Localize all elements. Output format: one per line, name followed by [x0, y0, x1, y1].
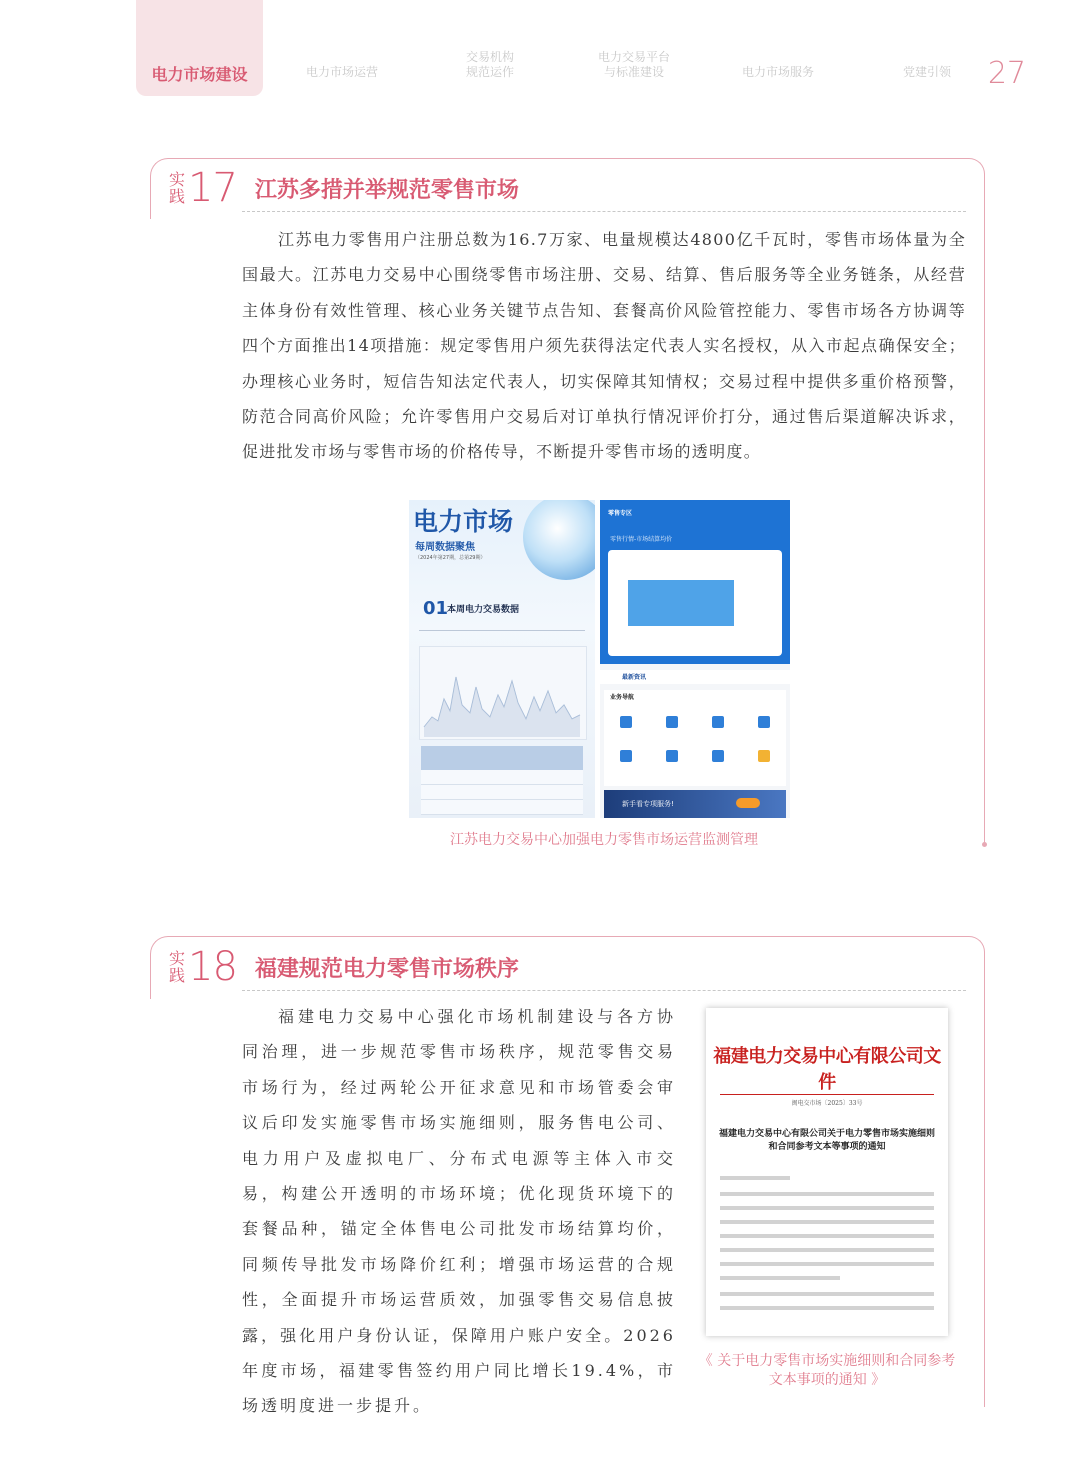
- app-nav-icon: [666, 750, 678, 762]
- section-number: 17: [188, 165, 237, 211]
- table-row: [421, 800, 583, 815]
- table-row: [421, 785, 583, 800]
- section-heading: [168, 944, 519, 990]
- app-nav-icon: [758, 716, 770, 728]
- dotted-divider: [242, 990, 966, 991]
- section-title: 江苏多措并举规范零售市场: [254, 177, 519, 203]
- section-body: 江苏电力零售用户注册总数为16.7万家、电量规模达4800亿千瓦时，零售市场体量为全国最大。江苏电力交易中心围绕零售市场注册、交易、结算、售后服务等全业务链条，从经营主体身份有效性管理、核心业务关键节点告知、套餐高价风险管控能力、零售市场各方协调等四个方面推出14项措施：规定零售用户须先获得法定代表人实名授权，从入市起点确保安全；办理核心业务时，短信告知法定代表人，切实保障其知情权；交易过程中提供多重价格预警，防范合同高价风险；允许零售用户交易后对订单执行情况评价打分，通过售后渠道解决诉求，促进批发市场与零售市场的价格传导，不断提升零售市场的透明度。: [242, 230, 966, 462]
- tab-party-building[interactable]: [880, 0, 974, 96]
- app-news-label: 最新资讯: [622, 674, 647, 681]
- frame-dot: [982, 842, 987, 847]
- dotted-divider: [242, 211, 966, 212]
- document-text-line: [720, 1276, 840, 1280]
- app-news-bar: [600, 670, 790, 684]
- app-nav-icon: [620, 750, 632, 762]
- tab-label: 电力交易平台 与标准建设: [597, 50, 670, 79]
- tab-label: 交易机构 规范运作: [465, 50, 514, 79]
- section-body: 福建电力交易中心强化市场机制建设与各方协同治理，进一步规范零售市场秩序，规范零售交易市场行为，经过两轮公开征求意见和市场管委会审议后印发实施零售市场实施细则，服务售电公司、电力用户及虚拟电厂、分布式电源等主体入市交易，构建公开透明的市场环境；优化现货环境下的套餐品种，锚定全体售电公司批发市场结算均价，同频传导批发市场降价红利；增强市场运营的合规性，全面提升市场运营质效，加强零售交易信息披露，强化用户身份认证，保障用户账户安全。2026年度市场，福建零售签约用户同比增长19.4%，市场透明度进一步提升。: [242, 1007, 676, 1416]
- app-banner: [604, 790, 786, 818]
- tab-label: 电力市场运营: [305, 65, 378, 79]
- top-navigation: [0, 0, 1080, 96]
- tab-trading-institution[interactable]: [440, 0, 540, 96]
- figure-caption: 江苏电力交易中心加强电力零售市场运营监测管理: [450, 832, 758, 848]
- tab-market-service[interactable]: [728, 0, 828, 96]
- document-text-line: [720, 1306, 934, 1310]
- page-number: 27: [987, 56, 1026, 91]
- weekly-data-screenshot: [409, 500, 595, 818]
- figure-caption: 《 关于电力零售市场实施细则和合同参考文本事项的通知 》: [698, 1353, 956, 1388]
- section-prefix: 实 践: [168, 170, 185, 206]
- document-header: 福建电力交易中心有限公司文件: [713, 1046, 941, 1093]
- document-text-line: [720, 1192, 934, 1196]
- screenshot-issue: （2024年第27期，总第29期）: [415, 555, 486, 561]
- app-nav-icon: [758, 750, 770, 762]
- app-tab-label: 零售专区: [608, 510, 633, 517]
- document-text-line: [720, 1176, 790, 1180]
- screenshot-chart: [419, 646, 587, 740]
- tab-label: 党建引领: [902, 65, 951, 79]
- document-number: 闽电交市场〔2025〕33号: [791, 1100, 863, 1107]
- retail-zone-screenshot: [600, 500, 790, 818]
- screenshot-section-no: 01: [423, 598, 449, 619]
- app-banner-text: 新手看专项服务!: [622, 800, 674, 808]
- screenshot-section-title: 本周电力交易数据: [447, 605, 520, 615]
- document-text-line: [720, 1206, 934, 1210]
- document-text-line: [720, 1220, 934, 1224]
- screenshot-table: [421, 746, 583, 814]
- section-title: 福建规范电力零售市场秩序: [254, 956, 519, 982]
- screenshot-chart-svg: [420, 647, 586, 739]
- decorative-orb: [523, 500, 595, 580]
- tab-trading-platform[interactable]: [580, 0, 688, 96]
- tab-label: 电力市场建设: [151, 65, 248, 84]
- document-text-line: [720, 1262, 934, 1266]
- app-chart-title: 零售行情-市场结算均价: [610, 536, 673, 543]
- section-heading: [168, 165, 519, 211]
- section-number: 18: [188, 944, 237, 990]
- document-text-line: [720, 1234, 934, 1238]
- screenshot-subtitle: 每周数据聚焦: [415, 542, 475, 553]
- app-nav-icon: [666, 716, 678, 728]
- document-text-line: [720, 1292, 934, 1296]
- app-nav-label: 业务导航: [610, 694, 635, 701]
- app-chart-bar: [628, 580, 734, 626]
- table-row: [421, 770, 583, 785]
- app-nav-grid: [604, 690, 786, 786]
- tab-power-market-construction[interactable]: [136, 0, 263, 96]
- tab-label: 电力市场服务: [741, 65, 814, 79]
- app-banner-button: [736, 798, 760, 808]
- app-nav-icon: [712, 716, 724, 728]
- tab-power-market-operation[interactable]: [290, 0, 394, 96]
- document-title: 福建电力交易中心有限公司关于电力零售市场实施细则和合同参考文本等事项的通知: [718, 1129, 935, 1152]
- document-rule: [720, 1094, 934, 1095]
- document-text-line: [720, 1248, 934, 1252]
- app-nav-icon: [712, 750, 724, 762]
- screenshot-title: 电力市场: [413, 507, 514, 536]
- section-prefix: 实 践: [168, 949, 185, 985]
- table-header: [421, 746, 583, 770]
- notice-document-image: [706, 1008, 948, 1336]
- app-nav-icon: [620, 716, 632, 728]
- screenshot-rule: [419, 630, 585, 641]
